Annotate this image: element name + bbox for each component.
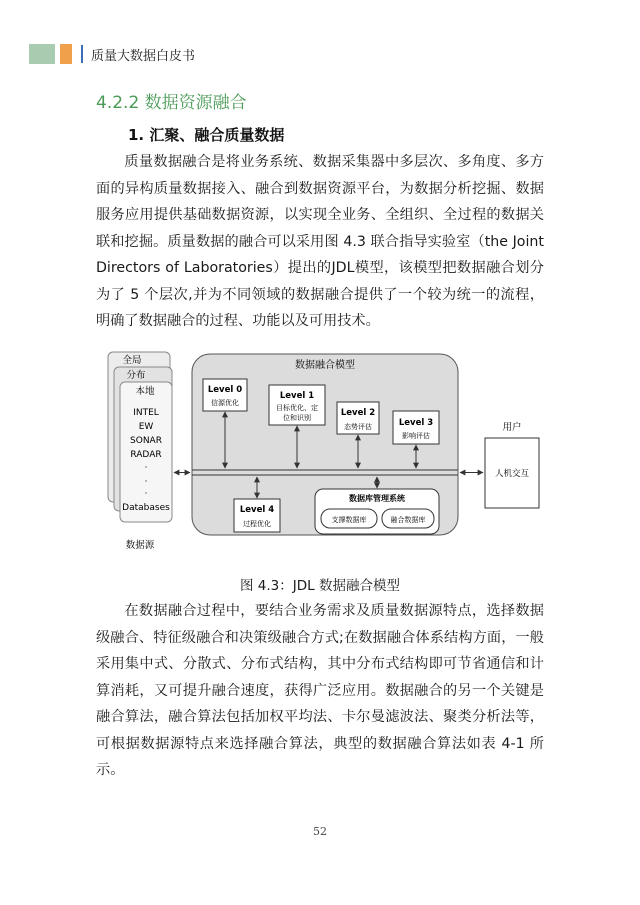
jdl-model-diagram	[96, 348, 562, 562]
source-local-label: 本地	[135, 386, 155, 397]
level-4-desc: 过程优化	[243, 520, 271, 528]
paragraph-2: 在数据融合过程中，要结合业务需求及质量数据源特点，选择数据级融合、特征级融合和决策级融合方式;在数据融合体系结构方面，一般采用集中式、分散式、分布式结构，其中分布式结构即可节省通信和计算消耗，又可提升融合速度，获得广泛应用。数据融合的另一个关键是融合算法，融合算法包括加权平均法、卡尔曼滤波法、聚类分析法等，可根据数据源特点来选择融合算法，典型的数据融合算法如表 4-1 所示。	[96, 603, 544, 778]
level-2-name: Level 2	[340, 408, 376, 418]
user-label: 用户	[502, 422, 522, 433]
header-title: 质量大数据白皮书	[91, 48, 196, 64]
fusion-db-label: 融合数据库	[390, 516, 426, 524]
source-item: RADAR	[130, 450, 162, 460]
figure-caption: 图 4.3：JDL 数据融合模型	[240, 578, 400, 594]
page-header	[29, 44, 195, 64]
source-distributed-label: 分布	[126, 370, 146, 381]
source-item: ·	[144, 489, 148, 499]
level-0-desc: 信源优化	[211, 399, 239, 407]
level-1-desc-line2: 位和识别	[283, 414, 311, 422]
level-3-name: Level 3	[398, 418, 434, 428]
level-2-desc: 态势评估	[344, 423, 372, 431]
source-item: INTEL	[133, 408, 159, 418]
support-db-label: 支撑数据库	[331, 516, 367, 524]
header-green-block	[29, 44, 55, 64]
source-item: ·	[144, 463, 148, 473]
source-item: EW	[138, 422, 154, 432]
section-title: 4.2.2 数据资源融合	[96, 93, 247, 113]
page-number: 52	[313, 825, 327, 838]
source-item: Databases	[122, 503, 170, 513]
level-1-name: Level 1	[279, 391, 315, 401]
dbms-title: 数据库管理系统	[349, 494, 405, 503]
header-divider	[81, 45, 83, 63]
source-label: 数据源	[125, 540, 155, 551]
level-3-desc: 影响评估	[402, 432, 430, 440]
paragraph-1: 质量数据融合是将业务系统、数据采集器中多层次、多角度、多方面的异构质量数据接入、融合到数据资源平台，为数据分析挖掘、数据服务应用提供基础数据资源，以实现全业务、全组织、全过程的数据关联和挖掘。质量数据的融合可以采用图 4.3 联合指导实验室（the Joint Directors of Laboratories）提出的JDL模型，该模型把数据融合划分为了 5 个层次,并为不同领域的数据融合提供了一个较为统一的流程，明确了数据融合的过程、功能以及可用技术。	[96, 154, 544, 329]
header-orange-block	[60, 44, 72, 64]
level-0-name: Level 0	[207, 385, 243, 395]
source-global-label: 全局	[122, 355, 142, 366]
source-item: ·	[144, 477, 148, 487]
hci-label: 人机交互	[494, 469, 530, 479]
level-1-desc-line1: 目标优化、定	[276, 404, 318, 412]
model-title: 数据融合模型	[295, 360, 355, 371]
source-item: SONAR	[130, 436, 162, 446]
subsection-title: 1. 汇聚、融合质量数据	[128, 126, 285, 144]
level-4-name: Level 4	[239, 505, 275, 515]
